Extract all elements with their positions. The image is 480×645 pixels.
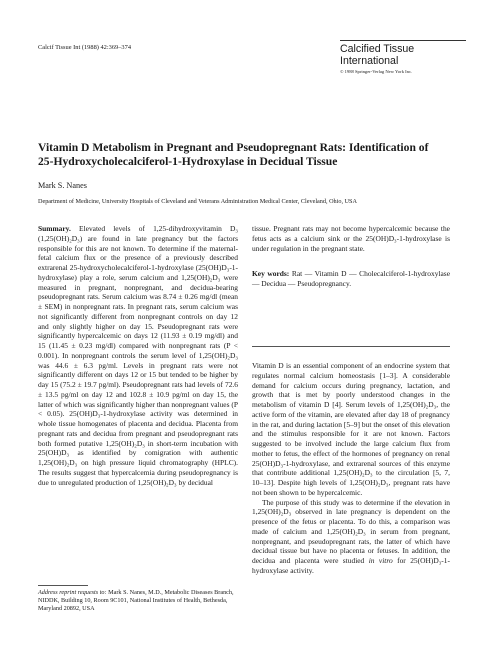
left-column xyxy=(38,224,238,487)
reprint-address-footnote xyxy=(38,589,238,613)
masthead-rule xyxy=(340,40,466,41)
title-line-1: Vitamin D Metabolism in Pregnant and Pseudopregnant Rats: Identification of xyxy=(38,141,429,154)
journal-citation: Calcif Tissue Int (1988) 42:369–374 xyxy=(38,44,132,51)
summary-paragraph xyxy=(38,224,238,487)
keywords-heading: Key words: xyxy=(252,269,290,279)
keywords xyxy=(252,269,450,289)
journal-name-line1: Calcified Tissue xyxy=(340,43,415,55)
intro-italic-in-vitro: in vitro xyxy=(368,556,393,565)
article-title xyxy=(38,141,458,169)
journal-name-line2: International xyxy=(340,54,399,67)
footnote-rule xyxy=(38,585,88,586)
author-name: Mark S. Nanes xyxy=(38,181,87,190)
title-line-2: 25-Hydroxycholecalciferol-1-Hydroxylase in Decidual Tissue xyxy=(38,155,338,168)
journal-masthead xyxy=(340,40,466,74)
journal-name xyxy=(340,44,466,67)
author-affiliation: Department of Medicine, University Hospitals of Cleveland and Veterans Administration Medical Center, Cleveland, Ohio, USA xyxy=(38,198,357,205)
intro-paragraph-2-text: The purpose of this study was to determine if the elevation in 1,25(OH)₂D₃ observed in late pregnancy is dependent on the presence of the fetus or placenta. To do this, a comparison was made of calcium and 1,25(OH)₂D₃ in serum from pregnant, nonpregnant, and pseudopregnant rats, the latter of which have decidual tissue but have no placenta or fetuses. In addition, the decidua and placenta were studied xyxy=(252,497,450,565)
right-column-top xyxy=(252,224,450,289)
section-divider xyxy=(252,346,450,347)
intro-paragraph-2-end: for 25(OH)D₃-1-hydroxylase activity. xyxy=(252,556,450,575)
copyright-notice: © 1988 Springer-Verlag New York Inc. xyxy=(340,69,413,74)
footnote-text: Mark S. Nanes, M.D., Metabolic Diseases Branch, NIDDK, Building 10, Room 9C101, National Institutes of Health, Bethesda, Maryland 20892, USA xyxy=(38,589,234,612)
footnote-label: Address reprint requests to: xyxy=(38,589,107,596)
intro-paragraph-2 xyxy=(252,498,450,576)
introduction xyxy=(252,361,450,576)
keywords-text: Rat — Vitamin D — Cholecalciferol-1-hydroxylase — Decidua — Pseudopregnancy. xyxy=(252,269,450,288)
summary-continuation: tissue. Pregnant rats may not become hypercalcemic because the fetus acts as a calcium sink or the 25(OH)D₃-1-hydroxylase is under regulation in the pregnant state. xyxy=(252,224,450,253)
summary-text: Elevated levels of 1,25-dihydroxyvitamin D₃ (1,25(OH)₂D₃) are found in late pregnancy but the factors responsible for this are not known. To determine if the maternal-fetal calcium flux or the presence of a previously described extrarenal 25-hydroxycholecalciferol-1-hydroxylase (25(OH)D₃-1-hydroxylase) play a role, serum calcium and 1,25(OH)₂D₃ were measured in pregnant, nonpregnant, and decidua-bearing pseudopregnant rats. Serum calcium was 8.74 ± 0.26 mg/dl (mean ± SEM) in nonpregnant rats. In pregnant rats, serum calcium was not significantly different from nonpregnant controls on day 12 and only slightly higher on day 15. Pseudopregnant rats were significantly hypercalcemic on days 12 (11.93 ± 0.19 mg/dl) and 15 (11.45 ± 0.23 mg/dl) compared with nonpregnant rats (P < 0.001). In nonpregnant controls the serum level of 1,25(OH)₂D₃ was 44.6 ± 6.3 pg/ml. Levels in pregnant rats were not significantly different on days 12 or 15 but tended to be higher by day 15 (75.2 ± 19.7 pg/ml). Pseudopregnant rats had levels of 72.6 ± 13.5 pg/ml on day 12 and 102.8 ± 10.9 pg/ml on day 15, the latter of which was significantly higher than nonpregnant values (P < 0.05). 25(OH)D₃-1-hydroxylase activity was determined in whole tissue homogenates of placenta and decidua. Placenta from pregnant rats and decidua from pregnant and pseudopregnant rats both formed putative 1,25(OH)₂D₃ in short-term incubation with 25(OH)D₃ as identified by comigration with authentic 1,25(OH)₂D₃ on high pressure liquid chromatography (HPLC). The results suggest that hypercalcemia during pseudopregnancy is due to unregulated production of 1,25(OH)₂D₃ by decidual xyxy=(38,224,238,487)
summary-heading: Summary. xyxy=(38,224,71,233)
intro-paragraph-1: Vitamin D is an essential component of an endocrine system that regulates normal calcium homeostasis [1–3]. A considerable demand for calcium occurs during pregnancy, lactation, and growth that is met by poorly understood changes in the metabolism of vitamin D [4]. Serum levels of 1,25(OH)₂D₃, the active form of the vitamin, are elevated after day 18 of pregnancy in the rat, and during lactation [5–9] but the onset of this elevation and the stimulus responsible for it are not known. Factors suggested to be involved include the large calcium flux from mother to fetus, the effect of the hormones of pregnancy on renal 25(OH)D₃-1-hydroxylase, and extrarenal sources of this enzyme that contribute additional 1,25(OH)₂D₃ to the circulation [5, 7, 10–13]. Despite high levels of 1,25(OH)₂D₃, pregnant rats have not been shown to be hypercalcemic. xyxy=(252,361,450,497)
